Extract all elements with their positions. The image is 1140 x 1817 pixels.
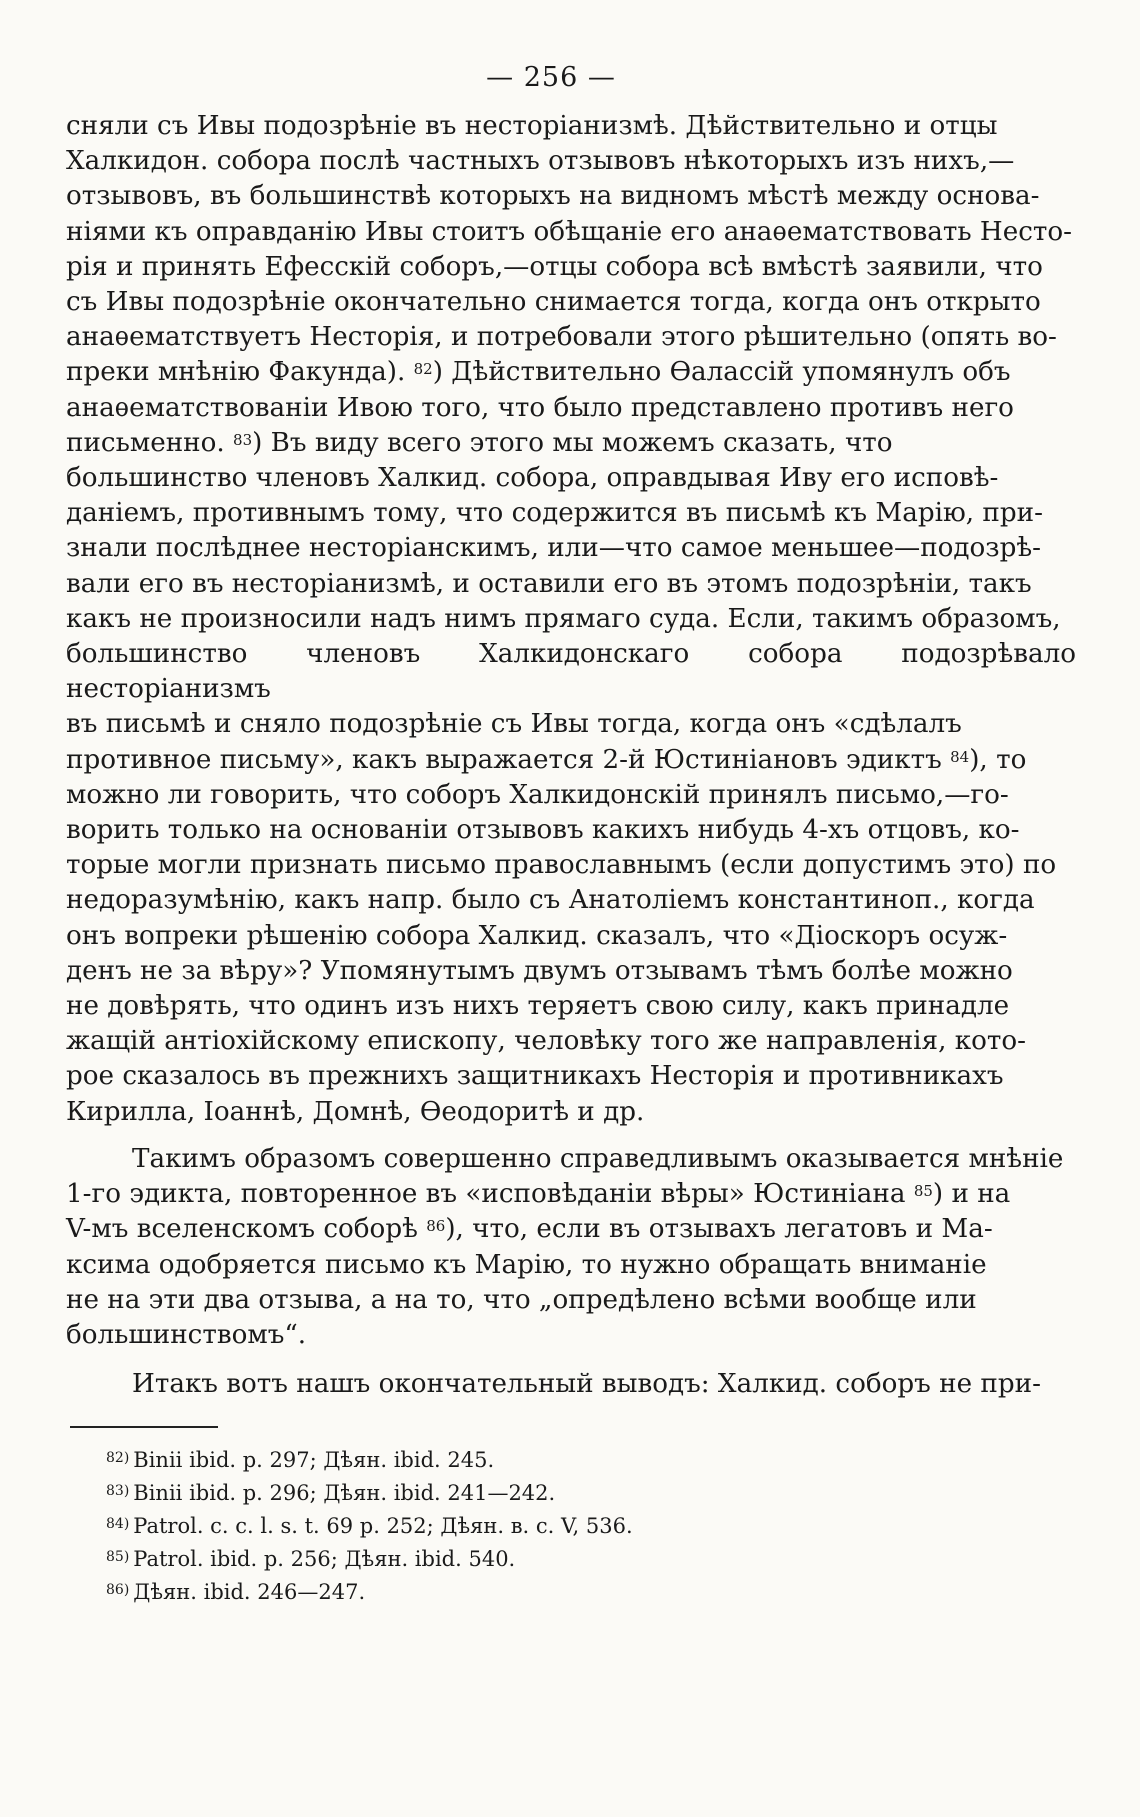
footnote-mark: 86) [106,1582,130,1599]
footnote-text: Binii ibid. p. 297; Дѣян. ibid. 245. [133,1448,495,1473]
footnote-86 [106,1576,1076,1609]
paragraph-2 [66,1142,1076,1353]
footnote-84 [106,1510,1076,1543]
footnotes [66,1444,1076,1609]
footnote-ref-83: 83 [233,430,253,449]
footnote-text: Patrol. c. c. l. s. t. 69 p. 252; Дѣян. в. с. V, 536. [133,1514,633,1539]
footnote-82 [106,1444,1076,1477]
paragraph-1-text-b: ) Дѣйствительно Ѳалассій упомянулъ объ анаѳематствованіи Ивою того, что было представлено противъ него письменно. [66,357,1014,458]
footnote-text: Binii ibid. p. 296; Дѣян. ibid. 241—242. [133,1481,556,1506]
footnote-mark: 82) [106,1450,130,1467]
footnote-text: Дѣян. ibid. 246—247. [133,1580,366,1605]
page-number: — 256 — [486,62,616,93]
paragraph-1-text-d: ), то можно ли говорить, что соборъ Халкидонскій принялъ письмо,—го- ворить только на основаніи отзывовъ какихъ нибудь 4-хъ отцовъ, ко- торые могли признать письмо православнымъ (если допустимъ это) по недоразумѣнію, какъ напр. было съ Анатоліемъ константиноп., когда онъ вопреки рѣшенію собора Халкид. сказалъ, что «Діоскоръ осуж- денъ не за вѣру»? Упомянутымъ двумъ отзывамъ тѣмъ болѣе можно не довѣрять, что одинъ изъ нихъ теряетъ свою силу, какъ принадле жащій антіохійскому епископу, человѣку того же направленія, кото- рое сказалось въ прежнихъ защитникахъ Несторія и противникахъ Кирилла, Іоаннѣ, Домнѣ, Ѳеодоритѣ и др. [66,744,1057,1127]
footnote-separator [70,1426,218,1428]
footnote-83 [106,1477,1076,1510]
footnote-mark: 83) [106,1483,130,1500]
paragraph-2-text-c: ), что, если въ отзывахъ легатовъ и Ма- ксима одобряется письмо къ Марію, то нужно обращать вниманіе не на эти два отзыва, а на то, что „опредѣлено всѣми вообще или большинствомъ“. [66,1214,993,1350]
footnote-ref-82: 82 [413,360,433,379]
paragraph-1 [66,109,1076,1130]
footnote-mark: 84) [106,1516,130,1533]
body-text [66,109,1076,1402]
paragraph-2-text-a: Такимъ образомъ совершенно справедливымъ оказывается мнѣніе 1-го эдикта, повторенное въ «исповѣданіи вѣры» Юстиніана [66,1143,1064,1210]
paragraph-3 [66,1367,1076,1402]
paragraph-1-text-c: ) Въ виду всего этого мы можемъ сказать, что большинство членовъ Халкид. собора, оправдывая Иву его исповѣ- даніемъ, противнымъ тому, что содержится въ письмѣ къ Марію, при- знали послѣднее несторіанскимъ, или—что самое меньшее—подозрѣ- вали его въ несторіанизмѣ, и оставили его въ этомъ подозрѣніи, такъ какъ не произносили надъ нимъ прямаго суда. Если, такимъ образомъ, большинство членовъ Халкидонскаго собора подозрѣвало несторіанизмъ въ письмѣ и сняло подозрѣніе съ Ивы тогда, когда онъ «сдѣлалъ противное письму», какъ выражается 2-й Юстиніановъ эдиктъ [66,427,1076,775]
footnote-ref-85: 85 [913,1182,933,1201]
paragraph-3-text: Итакъ вотъ нашъ окончательный выводъ: Халкид. соборъ не при- [132,1369,1041,1400]
footnote-85 [106,1543,1076,1576]
footnote-ref-84: 84 [950,747,970,766]
footnote-text: Patrol. ibid. p. 256; Дѣян. ibid. 540. [133,1547,516,1572]
book-page [66,62,1076,1609]
footnote-ref-86: 86 [426,1217,446,1236]
paragraph-2-text-b: ) и на V-мъ вселенскомъ соборѣ [66,1179,1011,1245]
footnote-mark: 85) [106,1549,130,1566]
paragraph-1-text-a: сняли съ Ивы подозрѣніе въ несторіанизмѣ. Дѣйствительно и отцы Халкидон. собора послѣ частныхъ отзывовъ нѣкоторыхъ изъ нихъ,— отзывовъ, въ большинствѣ которыхъ на видномъ мѣстѣ между основа- ніями къ оправданію Ивы стоитъ обѣщаніе его анаѳематствовать Несто- рія и принять Ефесскій соборъ,—отцы собора всѣ вмѣстѣ заявили, что съ Ивы подозрѣніе окончательно снимается тогда, когда онъ открыто анаѳематствуетъ Несторія, и потребовали этого рѣшительно (опять во- преки мнѣнію Факунда). [66,111,1073,388]
